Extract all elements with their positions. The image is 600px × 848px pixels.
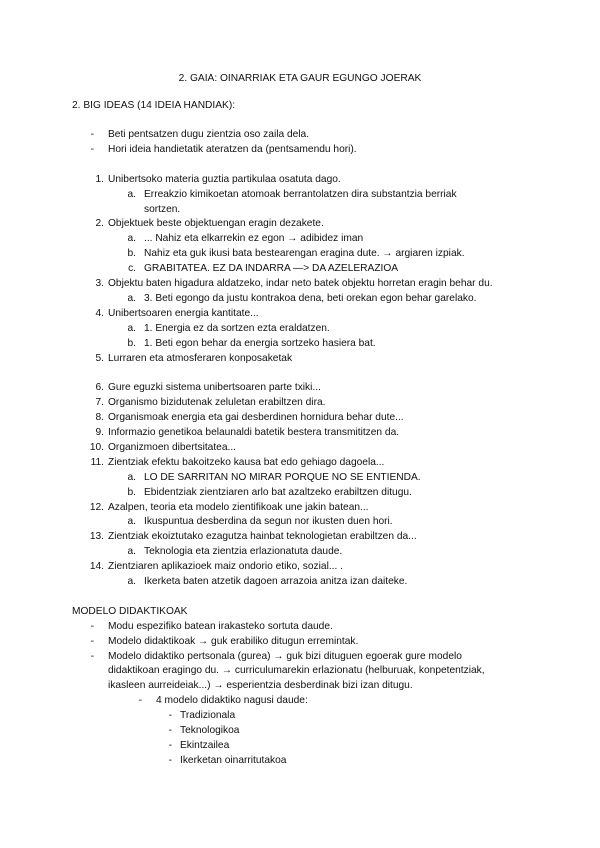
sub-list-item — [0, 232, 600, 246]
sub-list-letter: a. — [127, 576, 136, 587]
sub-list-item — [0, 515, 600, 529]
intro-bullet-item — [0, 143, 600, 157]
list-item-text: Objektu baten higadura aldatzeko, indar neto batek objektu horretan eragin behar du. — [108, 278, 493, 289]
model-type-text: Ekintzailea — [180, 739, 230, 751]
modelo-bullet-text: Modelo didaktikoak → guk erabiliko ditugun erremintak. — [108, 635, 359, 647]
list-item-text: Gure eguzki sistema unibertsoaren parte txiki... — [108, 382, 321, 394]
bullet-dash-marker: - — [90, 143, 94, 155]
sub-list-letter: a. — [127, 471, 136, 483]
list-item-text: Zientziaren aplikazioek maiz ondorio etiko, sozial... . — [108, 561, 343, 573]
numbered-list-item — [0, 501, 600, 515]
sub-list-item — [0, 471, 600, 485]
intro-bullet-text: Hori ideia handietatik ateratzen da (pentsamendu hori). — [108, 143, 357, 155]
modelo-bullet-text: Modelo didaktiko pertsonala (gurea) → guk bizi dituguen egoerak gure modelo — [108, 650, 462, 662]
model-type-item — [0, 754, 600, 768]
list-item-text: Organismoak energia eta gai desberdinen hornidura behar dute... — [108, 412, 404, 424]
sub-list-text: 1. Energia ez da sortzen ezta eraldatzen. — [144, 322, 330, 334]
modelo-bullet-item — [0, 650, 600, 664]
sub-list-letter: c. — [128, 263, 136, 275]
list-item-text: Unibertsoaren energia kantitate... — [108, 307, 259, 319]
list-number: 9. — [95, 427, 104, 438]
sub-list-letter: b. — [127, 486, 136, 498]
section-heading-modelo — [0, 605, 600, 619]
modelo-bullet-text: Modu espezifiko batean irakasteko sortuta daude. — [108, 620, 333, 632]
model-type-item — [0, 709, 600, 723]
sub-list-text: LO DE SARRITAN NO MIRAR PORQUE NO SE ENTIENDA. — [144, 471, 421, 483]
list-item-text: Organismo bizidutenak zeluletan erabiltzen dira. — [108, 397, 326, 409]
bullet-dash-marker: - — [90, 620, 94, 632]
sub-list-text: 3. Beti egongo da justu kontrakoa dena, beti orekan egon behar garelako. — [144, 292, 477, 304]
numbered-list-item — [0, 560, 600, 574]
numbered-list-item — [0, 381, 600, 395]
numbered-list-item — [0, 277, 600, 291]
sub-list-text: sortzen. — [144, 203, 181, 215]
model-type-text: Ikerketan oinarritutakoa — [180, 754, 287, 766]
sub-list-letter: a. — [127, 292, 136, 304]
numbered-list-item — [0, 456, 600, 470]
sub-list-item — [0, 575, 600, 589]
sub-list-text: Nahiz eta guk ikusi bata bestearengan eragina dute. → argiaren izpiak. — [144, 248, 465, 260]
sub-list-letter: a. — [127, 322, 136, 334]
numbered-list-item — [0, 426, 600, 440]
intro-bullet-text: Beti pentsatzen dugu zientzia oso zaila dela. — [108, 129, 310, 140]
sub-list-item — [0, 188, 600, 202]
sub-list-letter: a. — [127, 188, 136, 200]
numbered-list-item — [0, 530, 600, 544]
sub-list-text: Ikerketa baten atzetik dagoen arrazoia anitza izan daiteke. — [144, 576, 408, 587]
sub-list-letter: b. — [127, 248, 136, 260]
modelo-bullet-item — [0, 664, 600, 678]
intro-bullet-item — [0, 128, 600, 142]
list-item-text: Azalpen, teoria eta modelo zientifikoak une jakin batean... — [108, 501, 369, 513]
sub-list-text: ... Nahiz eta elkarrekin ez egon → adibidez iman — [144, 233, 364, 245]
sub-list-text: Ebidentziak zientziaren arlo bat azaltzeko erabiltzen ditugu. — [144, 486, 412, 498]
modelo-sub-bullet — [0, 694, 600, 708]
list-item-text: Zientziak ekoiztutako ezagutza hainbat teknologietan erabiltzen da... — [108, 531, 417, 543]
numbered-list-item — [0, 441, 600, 455]
sub-list-letter: a. — [127, 546, 136, 558]
numbered-list-item — [0, 352, 600, 366]
list-item-text: Zientziak efektu bakoitzeko kausa bat edo gehiago dagoela... — [108, 456, 385, 468]
list-number: 12. — [89, 501, 104, 513]
sub-list-item — [0, 262, 600, 276]
sub-list-item — [0, 337, 600, 351]
list-number: 4. — [95, 307, 104, 319]
section-heading-text: MODELO DIDAKTIKOAK — [72, 605, 188, 617]
sub-list-text: GRABITATEA. EZ DA INDARRA —> DA AZELERAZIOA — [144, 263, 399, 275]
bullet-dash-marker: - — [90, 635, 94, 647]
sub-list-letter: a. — [127, 516, 136, 528]
list-number: 13. — [89, 531, 104, 543]
model-type-text: Tradizionala — [180, 710, 236, 722]
model-type-text: Teknologikoa — [180, 725, 240, 736]
list-number: 10. — [89, 441, 104, 453]
modelo-bullet-item — [0, 620, 600, 634]
modelo-bullet-item — [0, 679, 600, 693]
bullet-dash-marker: - — [138, 695, 142, 707]
sub-list-item — [0, 545, 600, 559]
bullet-dash-marker: - — [168, 710, 172, 722]
model-type-item — [0, 724, 600, 738]
list-number: 2. — [95, 218, 104, 230]
list-item-text: Unibertsoko materia guztia partikulaa osatuta dago. — [108, 173, 341, 185]
list-number: 11. — [90, 456, 104, 468]
sub-list-letter: a. — [127, 233, 136, 245]
modelo-bullet-text: didaktikoan eragingo du. → curriculumarekin erlazionatu (helburuak, konpetentziak, — [108, 665, 485, 677]
numbered-list-item — [0, 217, 600, 231]
sub-list-item — [0, 322, 600, 336]
sub-list-item — [0, 203, 600, 217]
bullet-dash-marker: - — [90, 129, 94, 140]
list-number: 1. — [95, 173, 104, 185]
numbered-list-item — [0, 307, 600, 321]
bullet-dash-marker: - — [90, 650, 94, 662]
numbered-list-item — [0, 396, 600, 410]
sub-list-text: Teknologia eta zientzia erlazionatuta daude. — [144, 546, 343, 558]
bullet-dash-marker: - — [168, 725, 172, 736]
list-item-text: Informazio genetikoa belaunaldi batetik bestera transmititzen da. — [108, 427, 400, 438]
sub-list-text: Erreakzio kimikoetan atomoak berrantolatzen dira substantzia berriak — [144, 188, 457, 200]
list-number: 7. — [95, 397, 104, 409]
list-number: 14. — [89, 561, 104, 573]
list-item-text: Lurraren eta atmosferaren konposaketak — [108, 352, 293, 364]
sub-list-item — [0, 247, 600, 261]
list-item-text: Objektuek beste objektuengan eragin dezakete. — [108, 218, 324, 230]
list-number: 3. — [95, 278, 104, 289]
modelo-bullet-text: ikasleen aurreideiak...) → esperientzia desberdinak bizi izan ditugu. — [108, 680, 413, 692]
bullet-dash-marker: - — [168, 739, 172, 751]
numbered-list-item — [0, 173, 600, 187]
sub-list-item — [0, 292, 600, 306]
model-type-item — [0, 739, 600, 753]
list-number: 8. — [95, 412, 104, 424]
sub-list-text: Ikuspuntua desberdina da segun nor ikusten duen hori. — [144, 516, 393, 528]
list-item-text: Organizmoen dibertsitatea... — [108, 441, 236, 453]
sub-list-letter: b. — [127, 337, 136, 349]
numbered-list-item — [0, 411, 600, 425]
section-heading-big-ideas: 2. BIG IDEAS (14 IDEIA HANDIAK): — [72, 100, 236, 111]
list-number: 5. — [95, 352, 104, 364]
modelo-sub-bullet-text: 4 modelo didaktiko nagusi daude: — [156, 695, 308, 707]
sub-list-text: 1. Beti egon behar da energia sortzeko hasiera bat. — [144, 337, 376, 349]
list-number: 6. — [95, 382, 104, 394]
bullet-dash-marker: - — [168, 754, 172, 766]
modelo-bullet-item — [0, 635, 600, 649]
sub-list-item — [0, 486, 600, 500]
document-title: 2. GAIA: OINARRIAK ETA GAUR EGUNGO JOERAK — [178, 73, 422, 84]
